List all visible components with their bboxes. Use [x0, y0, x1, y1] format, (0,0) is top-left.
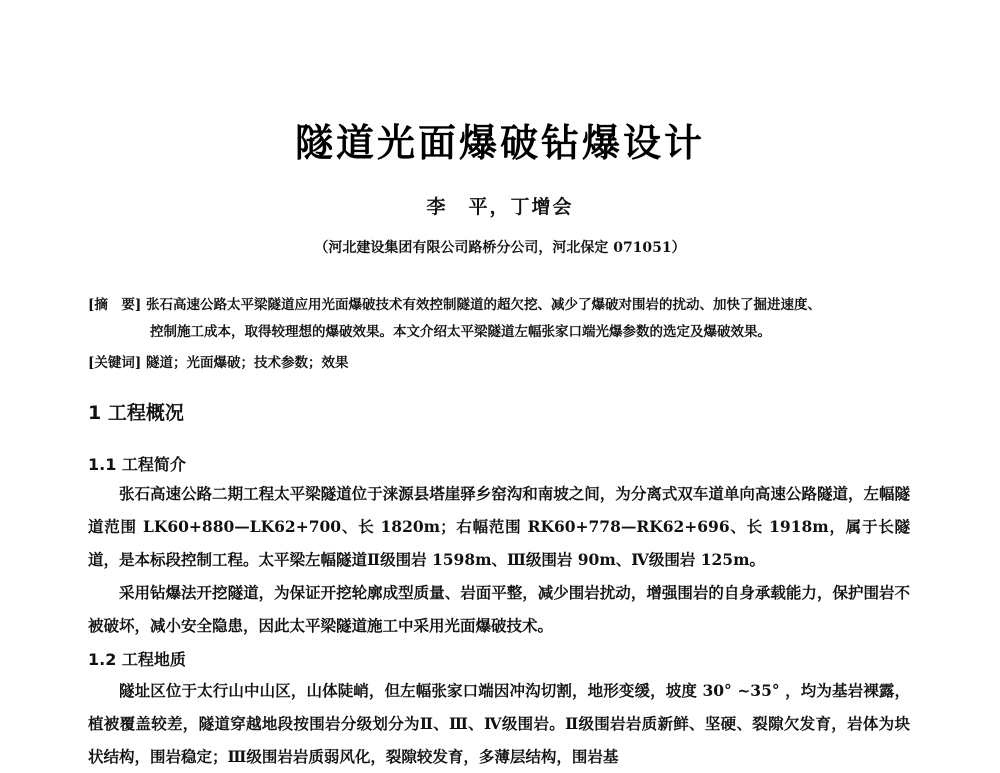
abstract-block — [88, 292, 918, 346]
keywords-label: [关键词] — [88, 355, 142, 371]
subsection-heading-1-2: 1.2 工程地质 — [88, 650, 186, 669]
abstract-line-2: 控制施工成本，取得较理想的爆破效果。本文介绍太平梁隧道左幅张家口端光爆参数的选定及爆破效果。 — [150, 324, 771, 340]
paragraph-1-2-a: 隧址区位于太行山中山区，山体陡峭，但左幅张家口端因冲沟切割，地形变缓，坡度 30° ~35° ，均为基岩裸露，植被覆盖较差，隧道穿越地段按围岩分级划分为Ⅱ、Ⅲ、Ⅳ级围岩。Ⅱ级围岩岩质新鲜、坚硬、裂隙欠发育，岩体为块状结构，围岩稳定；Ⅲ级围岩岩质弱风化，裂隙较发育，多薄层结构，围岩基 — [88, 681, 910, 766]
paragraph-1-1-a: 张石高速公路二期工程太平梁隧道位于涞源县塔崖驿乡窑沟和南坡之间，为分离式双车道单向高速公路隧道，左幅隧道范围 LK60+880—LK62+700、长 1820m；右幅范围 RK60+778—RK62+696、长 1918m，属于长隧道，是本标段控制工程。太平梁左幅隧道Ⅱ级围岩 1598m、Ⅲ级围岩 90m、Ⅳ级围岩 125m。 — [88, 484, 910, 569]
section-heading-1: 1 工程概况 — [88, 402, 184, 424]
abstract-line-1: 张石高速公路太平梁隧道应用光面爆破技术有效控制隧道的超欠挖、减少了爆破对围岩的扰动、加快了掘进速度、 — [145, 297, 821, 313]
paragraph-1-1-b: 采用钻爆法开挖隧道，为保证开挖轮廓成型质量、岩面平整，减少围岩扰动，增强围岩的自身承载能力，保护围岩不被破坏，减小安全隐患，因此太平梁隧道施工中采用光面爆破技术。 — [88, 583, 910, 635]
keywords-text: 隧道；光面爆破；技术参数；效果 — [145, 355, 349, 371]
affiliation-line: （河北建设集团有限公司路桥分公司，河北保定 071051） — [314, 240, 686, 256]
abstract-label: [摘 要] — [88, 297, 142, 313]
subsection-heading-1-1: 1.1 工程简介 — [88, 455, 186, 474]
keywords-block — [88, 351, 918, 371]
paper-title: 隧道光面爆破钻爆设计 — [294, 121, 705, 165]
author-line: 李 平，丁增会 — [426, 196, 574, 218]
